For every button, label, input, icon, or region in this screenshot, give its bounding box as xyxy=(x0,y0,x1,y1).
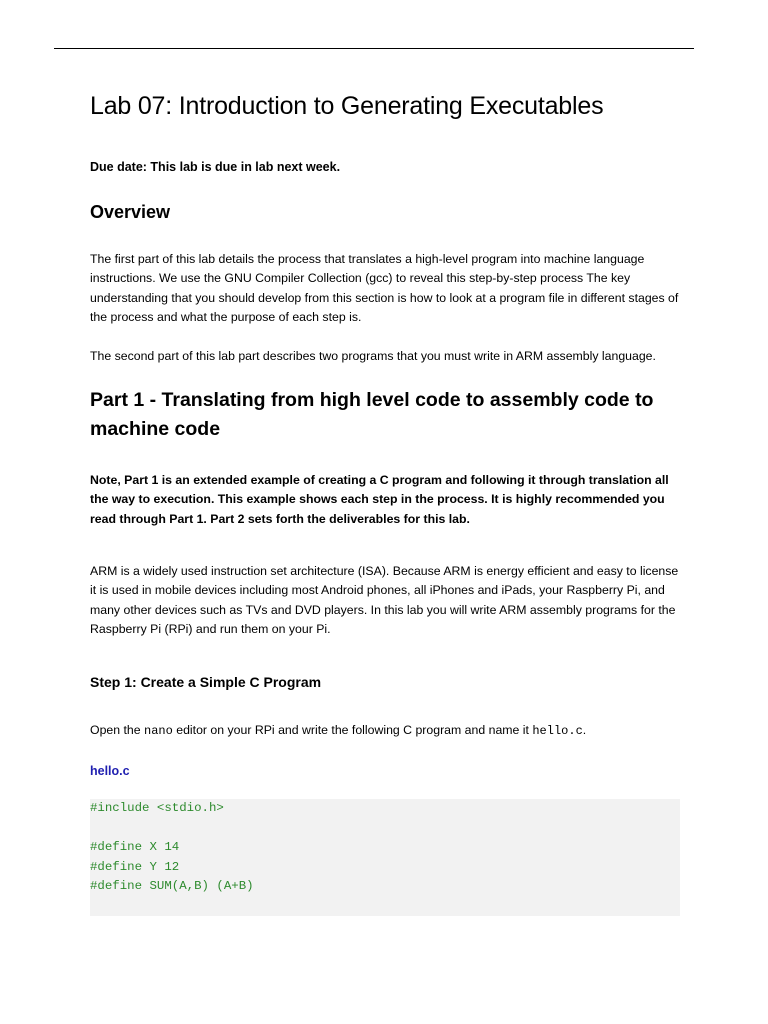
instruction-text-middle: editor on your RPi and write the following C program and name it xyxy=(172,723,533,737)
overview-paragraph-1: The first part of this lab details the process that translates a high-level program into machine language instructions. We use the GNU Compiler Collection (gcc) to reveal this step-by-step process The key understanding that you should develop from this section is how to look at a program file in different stages of the process and what the purpose of each step is. xyxy=(90,252,679,325)
instruction-text-before: Open the xyxy=(90,723,145,737)
code-line xyxy=(90,819,680,839)
step1-heading: Step 1: Create a Simple C Program xyxy=(90,674,322,690)
code-line xyxy=(90,897,680,917)
part1-heading: Part 1 - Translating from high level code to assembly code to machine code xyxy=(90,389,654,440)
overview-heading: Overview xyxy=(90,202,171,222)
header-rule xyxy=(54,48,694,49)
code-line: #include <stdio.h> xyxy=(90,799,680,819)
arm-paragraph: ARM is a widely used instruction set architecture (ISA). Because ARM is energy efficient and easy to license it is used in mobile devices including most Android phones, all iPhones and iPads, your Raspberry Pi, and many other devices such as TVs and DVD players. In this lab you will write ARM assembly programs for the Raspberry Pi (RPi) and run them on your Pi. xyxy=(90,564,679,637)
code-line: #define SUM(A,B) (A+B) xyxy=(90,877,680,897)
overview-paragraph-2: The second part of this lab part describes two programs that you must write in ARM assembly language. xyxy=(90,349,656,363)
code-line: #define Y 12 xyxy=(90,858,680,878)
file-name-inline: hello.c xyxy=(532,724,583,738)
part1-note: Note, Part 1 is an extended example of creating a C program and following it through translation all the way to execution. This example shows each step in the process. It is highly recommended you read through Part 1. Part 2 sets forth the deliverables for this lab. xyxy=(90,473,669,526)
code-block xyxy=(90,799,680,916)
document-title: Lab 07: Introduction to Generating Executables xyxy=(90,92,604,120)
code-line: #define X 14 xyxy=(90,838,680,858)
editor-name: nano xyxy=(144,724,173,738)
step1-instruction xyxy=(90,721,680,741)
due-date: Due date: This lab is due in lab next week. xyxy=(90,160,341,174)
instruction-text-after: . xyxy=(582,723,587,737)
code-file-label: hello.c xyxy=(90,764,130,778)
